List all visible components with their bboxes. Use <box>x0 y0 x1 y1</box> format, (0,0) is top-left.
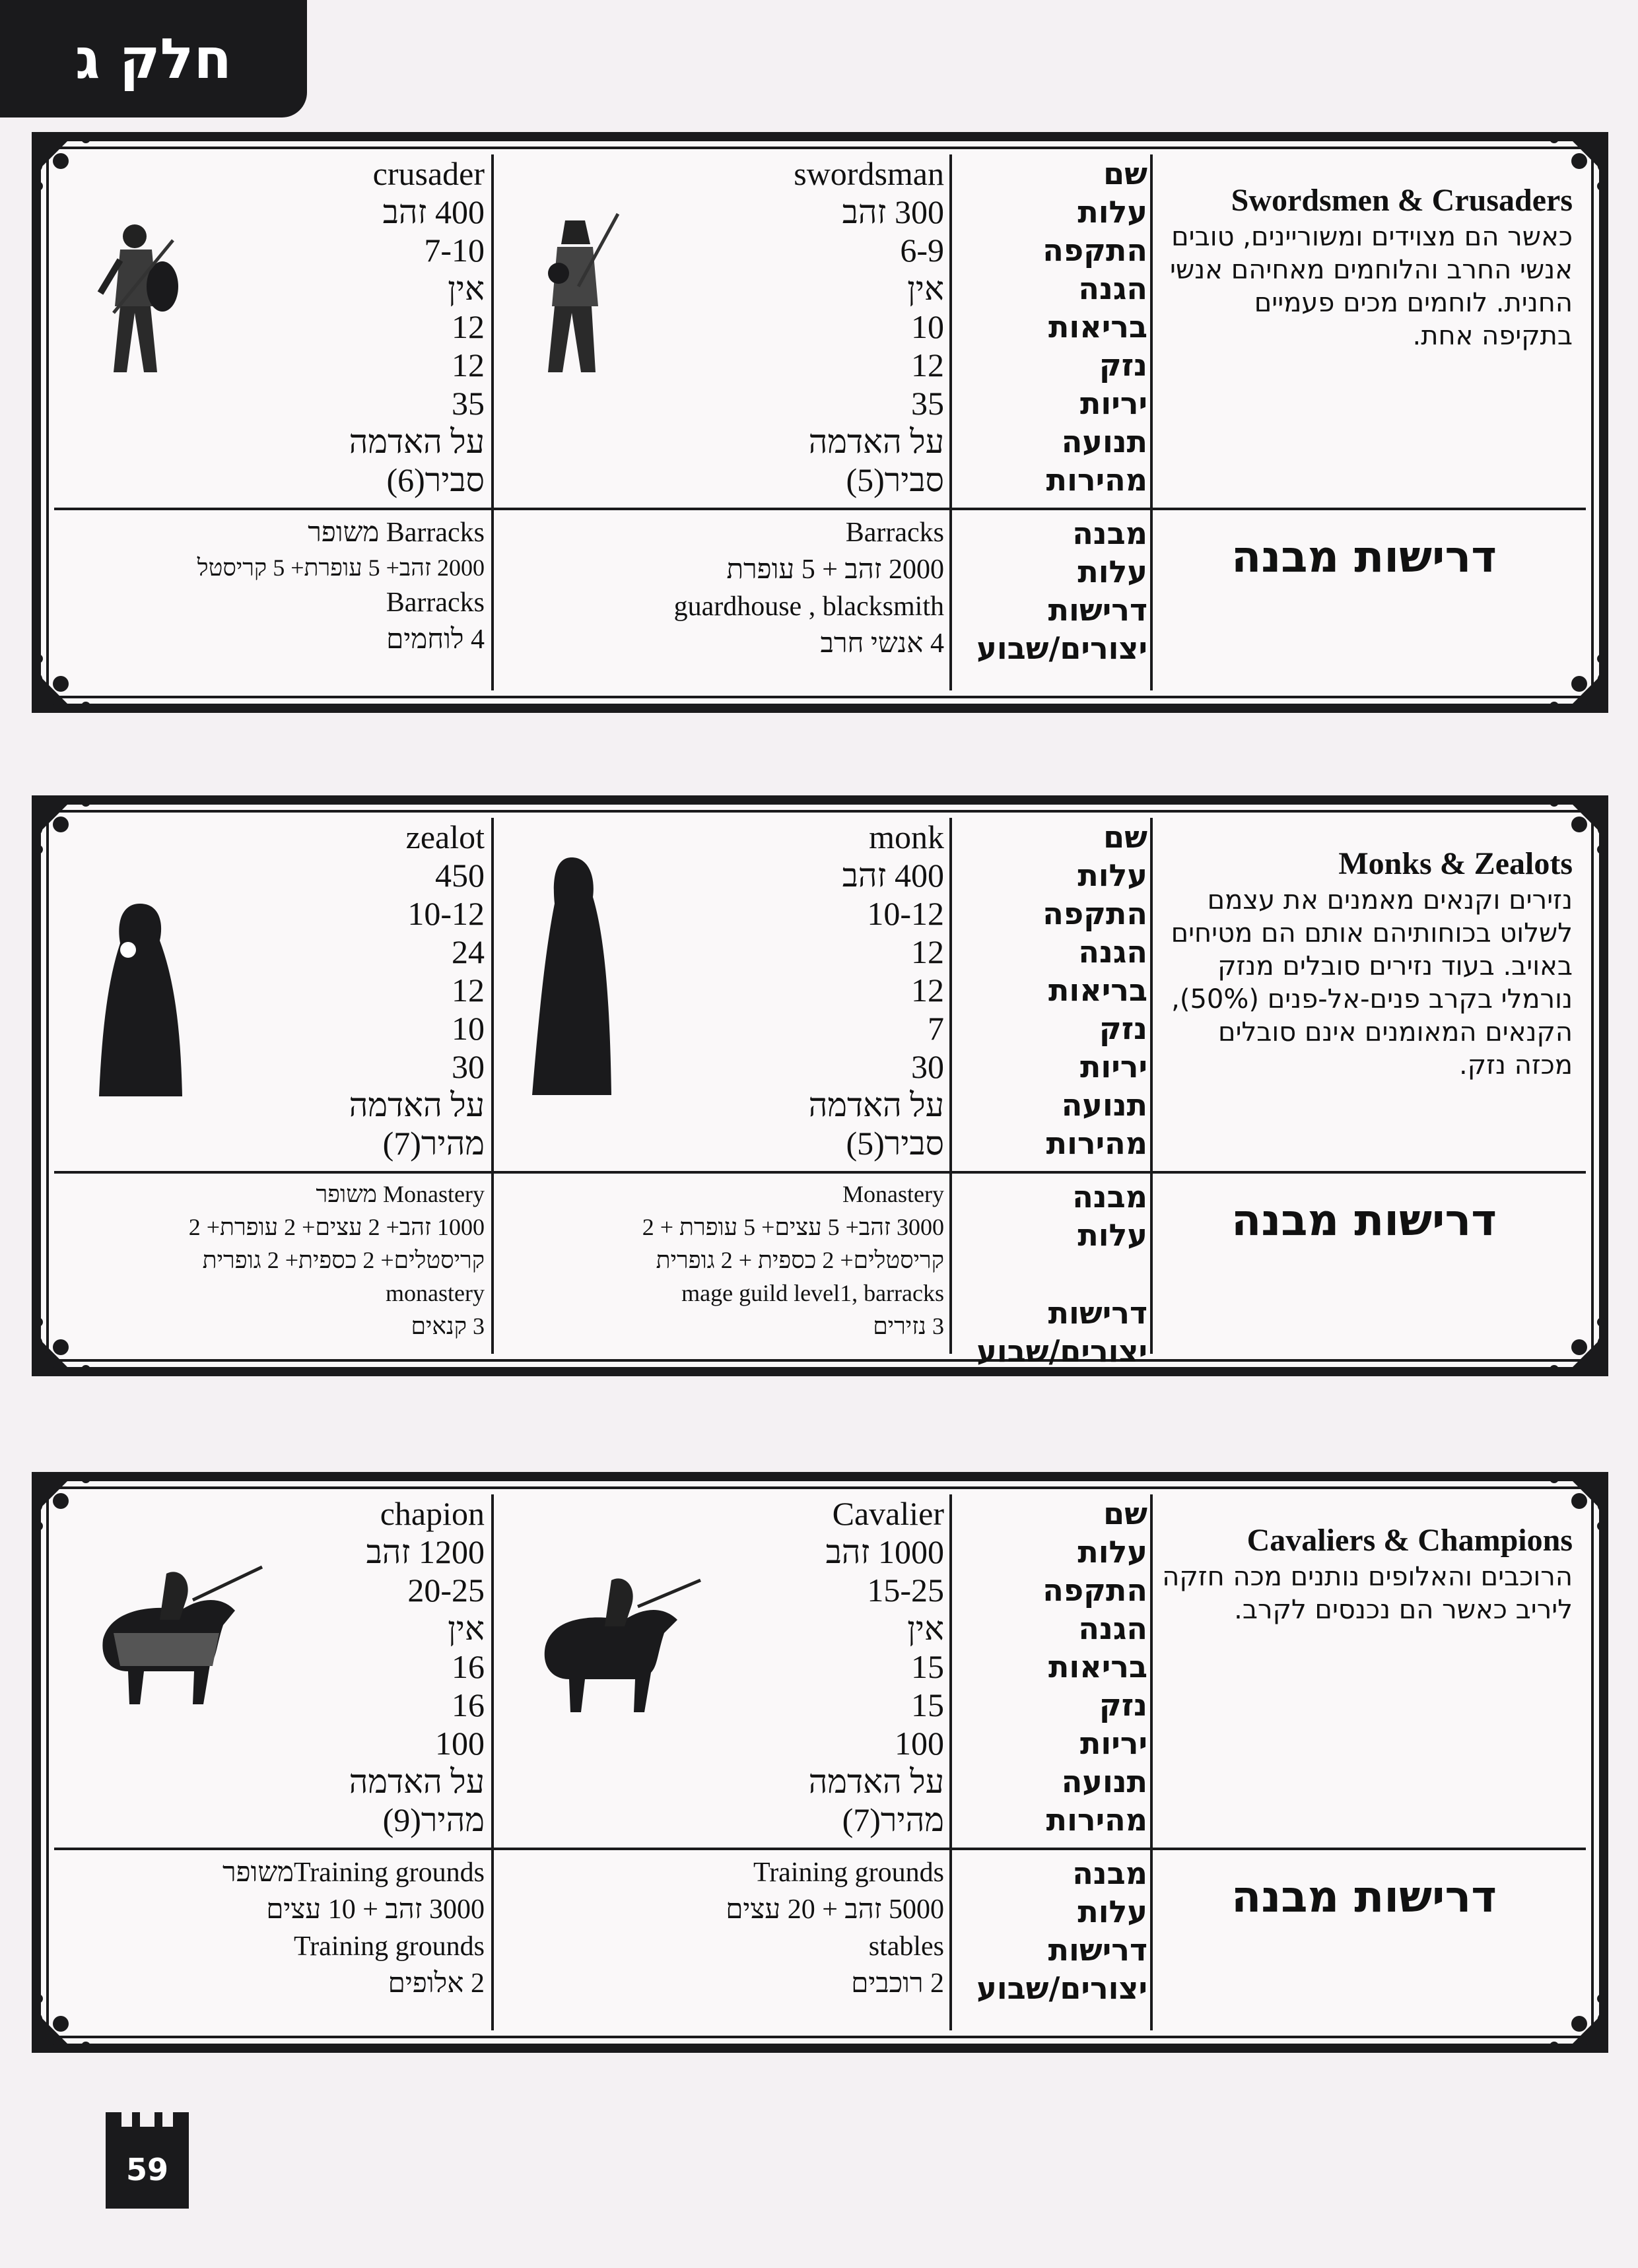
stat-label: התקפה <box>1042 896 1147 931</box>
stat-value: 10-12 <box>867 895 944 932</box>
building-value: 5000 זהב + 20 עצים <box>726 1894 944 1925</box>
building-value: Training grounds <box>753 1857 944 1888</box>
stat-label: בריאות <box>1048 972 1147 1008</box>
unit-family-description: הרוכבים והאלופים נותנים מכה חזקה ליריב כאשר הם נכנסים לקרב. <box>1162 1562 1573 1625</box>
building-label: עלות <box>1077 1217 1147 1253</box>
building-label: דרישות <box>1048 1932 1147 1968</box>
crusader-sprite <box>94 214 186 389</box>
page-number: 59 <box>125 2152 168 2187</box>
stat-value: אין <box>448 270 485 307</box>
stat-label: מהירות <box>1046 1802 1147 1838</box>
stat-value: 7-10 <box>424 232 485 269</box>
building-value: Training groundsמשופר <box>222 1857 485 1888</box>
column-divider <box>949 1494 952 2030</box>
ornament-corner-icon <box>28 128 107 207</box>
stat-value: 12 <box>452 308 485 345</box>
ornament-corner-icon <box>1533 1978 1612 2057</box>
stat-value: 400 זהב <box>382 193 485 230</box>
stat-label: מהירות <box>1046 462 1147 498</box>
unit-family-title: Swordsmen & Crusaders <box>1231 183 1573 218</box>
stat-value: 12 <box>452 972 485 1009</box>
building-labels <box>955 1854 1147 2007</box>
unit-description <box>1155 844 1573 1082</box>
stat-value: 15-25 <box>867 1572 944 1609</box>
ornament-corner-icon <box>28 638 107 717</box>
building-label: דרישות <box>1048 592 1147 628</box>
building-label: יצורים/שבוע <box>976 630 1147 666</box>
stat-value: monk <box>869 818 944 855</box>
column-divider <box>1150 154 1153 690</box>
stat-value: 400 זהב <box>842 857 944 894</box>
ornament-corner-icon <box>28 791 107 871</box>
building-label: מבנה <box>1072 1179 1147 1215</box>
building-label: יצורים/שבוע <box>976 1333 1147 1369</box>
ornament-corner-icon <box>1533 1301 1612 1380</box>
stat-label: יריות <box>1080 1725 1147 1761</box>
stat-value: סביר(5) <box>846 1125 944 1162</box>
stat-label: נזק <box>1099 1687 1147 1723</box>
building-value: 2000 זהב+ 5 עופרת+ 5 קריסטל <box>197 554 485 581</box>
stat-label: נזק <box>1099 1011 1147 1046</box>
building-value: 1000 זהב+ 2 עצים+ 2 עופרת+ 2 <box>188 1214 485 1240</box>
stat-label: בריאות <box>1048 1649 1147 1684</box>
stat-value: 450 <box>435 857 485 894</box>
stat-label: התקפה <box>1042 232 1147 268</box>
building-value: 3000 זהב + 10 עצים <box>266 1894 485 1925</box>
stat-value: 12 <box>911 972 944 1009</box>
building-value: 3000 זהב+ 5 עצים+ 5 עופרת + 2 <box>642 1214 944 1240</box>
stat-value: על האדמה <box>808 1763 944 1800</box>
building-label: עלות <box>1077 1894 1147 1929</box>
stat-label: הגנה <box>1078 271 1147 306</box>
building-value: 3 נזירים <box>873 1313 944 1339</box>
stat-value: 300 זהב <box>842 193 944 230</box>
unit2-building <box>54 1854 485 2002</box>
unit1-building <box>493 514 944 662</box>
stat-label: יריות <box>1080 385 1147 421</box>
building-value: Barracks <box>845 517 944 548</box>
stat-label: עלות <box>1077 194 1147 230</box>
stat-value: 100 <box>895 1725 944 1762</box>
building-value: 4 לוחמים <box>386 624 485 655</box>
stat-labels <box>955 818 1147 1162</box>
stat-value: 20-25 <box>407 1572 485 1609</box>
stat-value: על האדמה <box>349 1763 485 1800</box>
unit-family-description: כאשר הם מצוידים ומשוריינים, טובים אנשי החרב והלוחמים מאחיהם אנשי החנית. לוחמים מכים פעמיים בתקיפה אחת. <box>1169 222 1573 351</box>
building-requirements-title: דרישות מבנה <box>1231 531 1497 582</box>
stat-label: הגנה <box>1078 1611 1147 1646</box>
unit-family-title: Cavaliers & Champions <box>1246 1523 1573 1558</box>
building-value: monastery <box>386 1280 485 1306</box>
building-value: Training grounds <box>294 1931 485 1962</box>
building-value: mage guild level1, barracks <box>681 1280 944 1306</box>
stat-label: שם <box>1103 819 1147 855</box>
stat-value: 24 <box>452 933 485 970</box>
stat-label: התקפה <box>1042 1572 1147 1608</box>
stat-value: 15 <box>911 1686 944 1723</box>
unit-family-title: Monks & Zealots <box>1338 846 1573 881</box>
stat-value: על האדמה <box>349 1086 485 1123</box>
building-label: דרישות <box>1048 1295 1147 1331</box>
unit-panel <box>32 1472 1608 2053</box>
stat-value: על האדמה <box>808 423 944 460</box>
page-number-badge <box>106 2112 189 2209</box>
stat-value: zealot <box>405 818 485 855</box>
building-requirements-title: דרישות מבנה <box>1231 1195 1497 1246</box>
row-divider <box>54 508 1586 510</box>
stat-value: על האדמה <box>349 423 485 460</box>
column-divider <box>1150 818 1153 1354</box>
ornament-corner-icon <box>28 1468 107 1547</box>
stat-value: אין <box>907 270 944 307</box>
building-value: Barracks משופר <box>308 517 485 548</box>
stat-value: chapion <box>380 1495 485 1532</box>
row-divider <box>54 1848 1586 1850</box>
stat-value: 100 <box>435 1725 485 1762</box>
stat-value: 6-9 <box>900 232 944 269</box>
building-value: 2 אלופים <box>388 1968 485 1999</box>
building-value: Barracks <box>386 587 485 618</box>
column-divider <box>949 818 952 1354</box>
unit2-building <box>54 1178 485 1343</box>
monk-sprite <box>532 857 611 1105</box>
ornament-corner-icon <box>1533 1468 1612 1547</box>
building-value: 2000 זהב + 5 עופרת <box>726 554 944 585</box>
stat-value: על האדמה <box>808 1086 944 1123</box>
building-value: Monastery <box>842 1181 944 1207</box>
stat-label: בריאות <box>1048 309 1147 345</box>
stat-value: 1200 זהב <box>366 1533 485 1570</box>
unit-description <box>1155 181 1573 352</box>
stat-value: 10 <box>452 1010 485 1047</box>
stat-value: 12 <box>452 347 485 384</box>
building-requirements-title: דרישות מבנה <box>1231 1871 1497 1922</box>
stat-label: הגנה <box>1078 934 1147 970</box>
zealot-sprite <box>94 904 186 1105</box>
building-value: stables <box>868 1931 944 1962</box>
stat-value: crusader <box>372 155 485 192</box>
building-value: קריסטלים+ 2 כספית+ 2 גופרית <box>202 1247 485 1273</box>
stat-value: 35 <box>452 385 485 422</box>
stat-value: סביר(6) <box>386 461 485 498</box>
stat-labels <box>955 1494 1147 1839</box>
stat-value: 10 <box>911 308 944 345</box>
stat-value: 35 <box>911 385 944 422</box>
stat-value: אין <box>448 1610 485 1647</box>
part-tab: חלק ג <box>0 0 307 117</box>
stat-label: יריות <box>1080 1049 1147 1084</box>
stat-label: נזק <box>1099 347 1147 383</box>
stat-value: 30 <box>911 1048 944 1085</box>
stat-value: 10-12 <box>407 895 485 932</box>
building-value: 3 קנאים <box>411 1313 485 1339</box>
swordsman-sprite <box>532 207 625 389</box>
stat-value: מהיר(7) <box>842 1801 944 1838</box>
ornament-corner-icon <box>28 1301 107 1380</box>
building-label: עלות <box>1077 554 1147 589</box>
stat-value: מהיר(9) <box>382 1801 485 1838</box>
building-labels <box>955 514 1147 667</box>
stat-value: 16 <box>452 1648 485 1685</box>
ornament-corner-icon <box>28 1978 107 2057</box>
unit1-building <box>493 1854 944 2002</box>
building-label: מבנה <box>1072 516 1147 551</box>
stat-value: מהיר(7) <box>382 1125 485 1162</box>
stat-value: Cavalier <box>832 1495 944 1532</box>
building-labels <box>955 1178 1147 1370</box>
building-value: guardhouse , blacksmith <box>673 591 944 622</box>
building-label: מבנה <box>1072 1855 1147 1891</box>
ornament-corner-icon <box>1533 791 1612 871</box>
unit-panel <box>32 132 1608 713</box>
unit2-building <box>54 514 485 658</box>
stat-label: שם <box>1103 156 1147 191</box>
column-divider <box>1150 1494 1153 2030</box>
stat-label: תנועה <box>1061 1087 1147 1123</box>
stat-value: 15 <box>911 1648 944 1685</box>
ornament-corner-icon <box>1533 128 1612 207</box>
stat-value: 1000 זהב <box>825 1533 944 1570</box>
stat-label: שם <box>1103 1496 1147 1531</box>
ornament-corner-icon <box>1533 638 1612 717</box>
stat-label: מהירות <box>1046 1125 1147 1161</box>
stat-label: תנועה <box>1061 1764 1147 1799</box>
stat-label: עלות <box>1077 1534 1147 1570</box>
stat-value: 12 <box>911 933 944 970</box>
stat-label: תנועה <box>1061 424 1147 459</box>
unit1-building <box>493 1178 944 1343</box>
stat-value: swordsman <box>794 155 944 192</box>
unit-family-description: נזירים וקנאים מאמנים את עצמם לשלוט בכוחותיהם אותם הם מטיחים באויב. בעוד נזירים סובלים מנזק נורמלי בקרב פנים-אל-פנים (50%), הקנאים המאומנים אינם סובלים מכזה נזק. <box>1171 885 1573 1081</box>
cavalier-sprite <box>532 1567 704 1722</box>
row-divider <box>54 1171 1586 1174</box>
unit-description <box>1155 1521 1573 1626</box>
building-value: 2 רוכבים <box>851 1968 944 1999</box>
stat-label: עלות <box>1077 857 1147 893</box>
stat-value: 12 <box>911 347 944 384</box>
stat-value: 16 <box>452 1686 485 1723</box>
column-divider <box>949 154 952 690</box>
building-value: Monastery משופר <box>316 1181 485 1207</box>
stat-value: 7 <box>928 1010 944 1047</box>
unit-panel <box>32 795 1608 1376</box>
building-value: 4 אנשי חרב <box>820 628 944 659</box>
champion-sprite <box>94 1560 265 1716</box>
stat-labels <box>955 154 1147 499</box>
stat-value: סביר(5) <box>846 461 944 498</box>
stat-value: אין <box>907 1610 944 1647</box>
stat-value: 30 <box>452 1048 485 1085</box>
building-label: יצורים/שבוע <box>976 1970 1147 2006</box>
building-value: קריסטלים+ 2 כספית + 2 גופרית <box>656 1247 944 1273</box>
